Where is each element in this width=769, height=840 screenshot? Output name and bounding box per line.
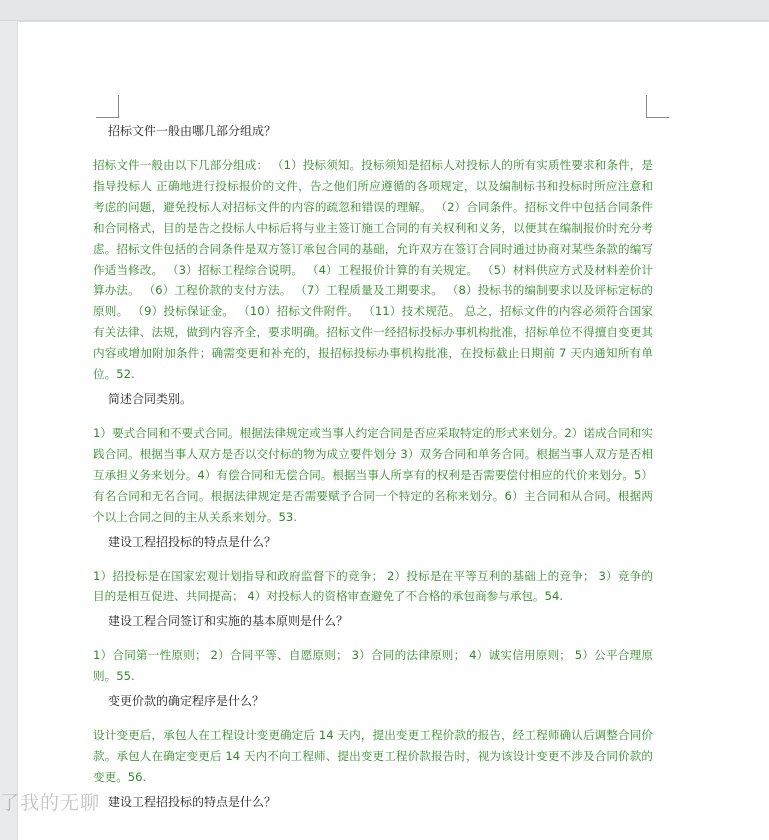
answer-paragraph: 1）合同第一性原则； 2）合同平等、自愿原则； 3）合同的法律原则； 4）诚实信用原则； 5）公平合理原则。55. <box>93 648 653 684</box>
question-heading: 建设工程合同签订和实施的基本原则是什么？ <box>108 614 349 629</box>
answer-paragraph: 设计变更后，承包人在工程设计变更确定后 14 天内，提出变更工程价款的报告，经工程师确认后调整合同价款。承包人在确定变更后 14 天内不向工程师、提出变更工程价款报告时，视为该设计变更不涉及合同价款的变更。56. <box>93 728 653 784</box>
question-heading: 变更价款的确定程序是什么？ <box>108 694 265 709</box>
answer-paragraph: 1）招投标是在国家宏观计划指导和政府监督下的竞争； 2）投标是在平等互利的基础上的竞争； 3）竞争的目的是相互促进、共同提高； 4）对投标人的资格审查避免了不合格的承包商参与承包。54. <box>93 568 653 604</box>
question-heading: 简述合同类别。 <box>108 391 193 406</box>
document-body[interactable] <box>93 114 653 812</box>
overlay-watermark-text: 了我的无聊 <box>0 792 101 814</box>
question-heading: 招标文件一般由哪几部分组成？ <box>108 124 277 138</box>
document-page <box>18 22 769 840</box>
question-heading: 建设工程招投标的特点是什么？ <box>108 794 277 809</box>
answer-paragraph: 1）要式合同和不要式合同。根据法律规定或当事人约定合同是否应采取特定的形式来划分。2）诺成合同和实践合同。根据当事人双方是否以交付标的物为成立要件划分 3）双务合同和单务合同。根据当事人双方是否相互承担义务来划分。4）有偿合同和无偿合同。根据当事人所享有的权利是否需要偿付相应的代价来划分。5）有名合同和无名合同。根据法律规定是否需要赋予合同一个特定的名称来划分。6）主合同和从合同。根据两个以上合同之间的主从关系来划分。53. <box>93 425 653 524</box>
answer-paragraph: 招标文件一般由以下几部分组成： （1）投标须知。投标须知是招标人对投标人的所有实质性要求和条件，是指导投标人 正确地进行投标报价的文件，告之他们所应遵循的各项规定，以及编制标书和投标时所应注意和考虑的问题，避免投标人对招标文件的内容的疏忽和错误的理解。 （2）合同条件。招标文件中包括合同条件和合同格式，目的是告之投标人中标后将与业主签订施工合同的有关权利和义务，以便其在编制报价时充分考虑。招标文件包括的合同条件是双方签订承包合同的基础，允许双方在签订合同时通过协商对某些条款的编写作适当修改。 （3）招标工程综合说明。 （4）工程报价计算的有关规定。 （5）材料供应方式及材料差价计算办法。 （6）工程价款的支付方法。 （7）工程质量及工期要求。 （8）投标书的编制要求以及评标定标的原则。 （9）投标保证金。 （10）招标文件附件。 （11）技术规范。 总之，招标文件的内容必须符合国家有关法律、法规，做到内容齐全，要求明确。招标文件一经招标投标办事机构批准，招标单位不得擅自变更其内容或增加附加条件；确需变更和补充的，报招标投标办事机构批准，在投标截止日期前 7 天内通知所有单位。52. <box>93 158 653 382</box>
toolbar-strip <box>0 0 769 21</box>
question-heading: 建设工程招投标的特点是什么？ <box>108 534 277 549</box>
